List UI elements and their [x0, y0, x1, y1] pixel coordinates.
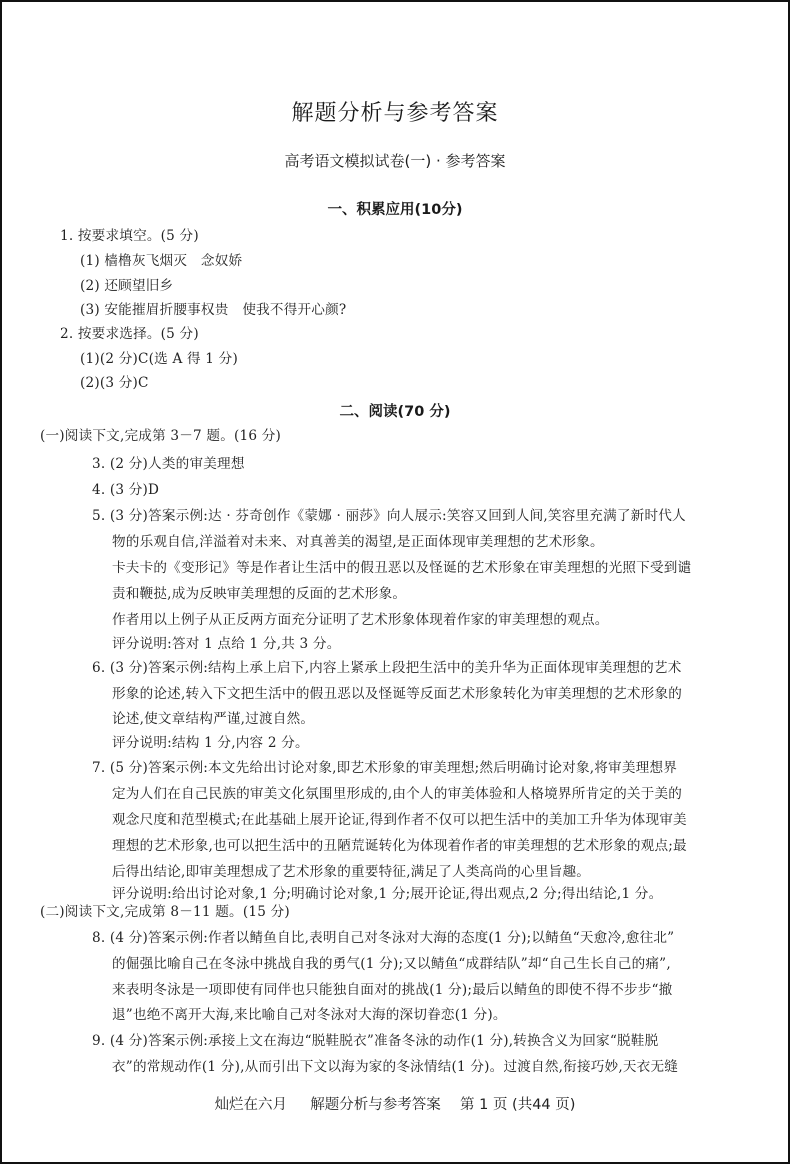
question-3: 3. (2 分)人类的审美理想 [92, 456, 245, 472]
question-7: 7. (5 分)答案示例:本文先给出讨论对象,即艺术形象的审美理想;然后明确讨论对象,将审美理想界 [92, 760, 678, 776]
question-6: 6. (3 分)答案示例:结构上承上启下,内容上紧承上段把生活中的美升华为正面体现审美理想的艺术 [92, 660, 682, 676]
answer-line: 物的乐观自信,洋溢着对未来、对真善美的渴望,是正面体现审美理想的艺术形象。 [112, 534, 604, 550]
answer-line: (3) 安能摧眉折腰事权贵 使我不得开心颜? [80, 302, 347, 318]
answer-line: 形象的论述,转入下文把生活中的假丑恶以及怪诞等反面艺术形象转化为审美理想的艺术形象的 [112, 686, 683, 702]
answer-line: 的倔强比喻自己在冬泳中挑战自我的勇气(1 分);又以鲭鱼“成群结队”却“自己生长自己的痛”, [112, 956, 671, 972]
answer-line: (2)(3 分)C [80, 375, 149, 391]
question-5: 5. (3 分)答案示例:达 · 芬奇创作《蒙娜 · 丽莎》向人展示:笑容又回到人间,笑容里充满了新时代人 [92, 508, 686, 524]
answer-line: (1)(2 分)C(选 A 得 1 分) [80, 351, 238, 367]
page-footer [0, 1093, 790, 1114]
question-2: 2. 按要求选择。(5 分) [60, 326, 199, 342]
answer-line: (2) 还顾望旧乡 [80, 278, 174, 294]
answer-line: 卡夫卡的《变形记》等是作者让生活中的假丑恶以及怪诞的艺术形象在审美理想的光照下受到谴 [112, 560, 692, 576]
part-heading-1: (一)阅读下文,完成第 3－7 题。(16 分) [40, 428, 282, 444]
section-heading-text: 一、积累应用(10分) [327, 202, 463, 218]
answer-line: 观念尺度和范型模式;在此基础上展开论证,得到作者不仅可以把生活中的美加工升华为体现审美 [112, 812, 687, 828]
answer-line: (1) 樯橹灰飞烟灭 念奴娇 [80, 253, 243, 269]
footer-section: 解题分析与参考答案 [310, 1097, 441, 1113]
page-number: 第 1 页 (共44 页) [460, 1097, 576, 1113]
answer-line: 论述,使文章结构严谨,过渡自然。 [112, 711, 315, 727]
page-title: 解题分析与参考答案 [291, 101, 499, 126]
section-heading-reading [0, 400, 790, 421]
answer-line: 衣”的常规动作(1 分),从而引出下文以海为家的冬泳情结(1 分)。过渡自然,衔接巧妙,天衣无缝 [112, 1059, 679, 1075]
answer-line: 作者用以上例子从正反两方面充分证明了艺术形象体现着作家的审美理想的观点。 [112, 612, 609, 628]
section-heading-accumulation [0, 198, 790, 219]
answer-line: 后得出结论,即审美理想成了艺术形象的重要特征,满足了人类高尚的心里旨趣。 [112, 864, 591, 880]
scoring-note: 评分说明:给出讨论对象,1 分;明确讨论对象,1 分;展开论证,得出观点,2 分;得出结论,1 分。 [112, 886, 663, 902]
footer-book-title: 灿烂在六月 [214, 1097, 288, 1113]
answer-line: 退”也绝不离开大海,来比喻自己对冬泳对大海的深切眷恋(1 分)。 [112, 1007, 507, 1023]
question-9: 9. (4 分)答案示例:承接上文在海边“脱鞋脱衣”准备冬泳的动作(1 分),转换含义为回家“脱鞋脱 [92, 1033, 659, 1049]
answer-line: 来表明冬泳是一项即使有同伴也只能独自面对的挑战(1 分);最后以鲭鱼的即使不得不步步“撤 [112, 982, 673, 998]
question-1: 1. 按要求填空。(5 分) [60, 228, 199, 244]
scoring-note: 评分说明:答对 1 点给 1 分,共 3 分。 [112, 636, 341, 652]
question-4: 4. (3 分)D [92, 482, 160, 498]
exam-subtitle: 高考语文模拟试卷(一) · 参考答案 [284, 152, 506, 170]
scoring-note: 评分说明:结构 1 分,内容 2 分。 [112, 735, 309, 751]
part-heading-2: (二)阅读下文,完成第 8－11 题。(15 分) [40, 904, 290, 920]
answer-line: 责和鞭挞,成为反映审美理想的反面的艺术形象。 [112, 586, 407, 602]
section-heading-text: 二、阅读(70 分) [339, 404, 451, 420]
question-8: 8. (4 分)答案示例:作者以鲭鱼自比,表明自己对冬泳对大海的态度(1 分);以鲭鱼“天愈冷,愈往北” [92, 930, 675, 946]
answer-line: 理想的艺术形象,也可以把生活中的丑陋荒诞转化为体现着作者的审美理想的艺术形象的观点;最 [112, 838, 687, 854]
answer-line: 定为人们在自己民族的审美文化氛围里形成的,由个人的审美体验和人格境界所肯定的关于美的 [112, 786, 683, 802]
